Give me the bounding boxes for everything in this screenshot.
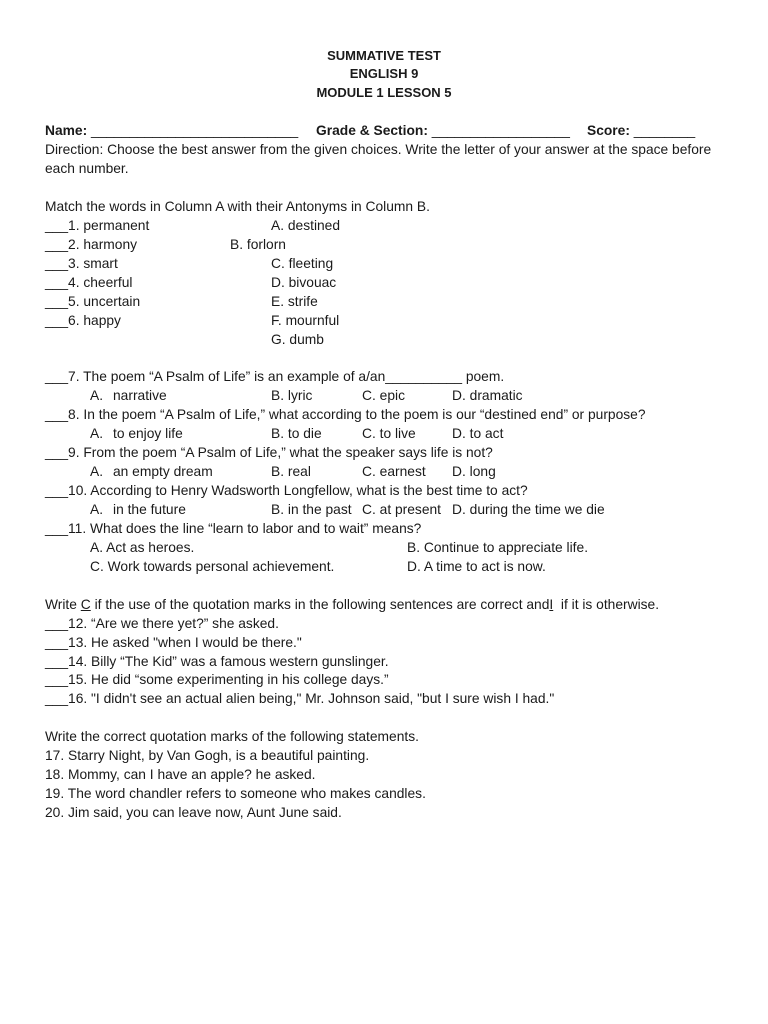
choice [271, 425, 322, 444]
test-subject: ENGLISH 9 [349, 66, 419, 82]
choice [407, 558, 546, 577]
column-b-item: G. dumb [271, 331, 324, 347]
question-line [0, 804, 768, 823]
choice [271, 387, 312, 406]
document-body [0, 47, 768, 823]
choice-label: D. [452, 426, 466, 442]
question-line [0, 482, 768, 501]
choice-label: B. [271, 502, 285, 517]
instruction-text: if it is otherwise. [553, 596, 660, 612]
question-text: 20. Jim said, you can leave now, Aunt June said. [45, 805, 342, 820]
choice-label: C. [362, 464, 376, 480]
choice-label: B. [271, 464, 285, 480]
matching-row [0, 293, 768, 312]
column-a-item: ___2. harmony [45, 236, 138, 252]
question-text: 17. Starry Night, by Van Gogh, is a beautiful painting. [45, 748, 370, 764]
choice-label: C. [362, 388, 376, 404]
question-line [0, 444, 768, 463]
direction-text: each number. [45, 161, 129, 177]
column-a-item: ___3. smart [45, 255, 118, 271]
choice-label: B. [271, 388, 285, 404]
spacer [0, 709, 768, 728]
choice-text: to live [379, 426, 416, 442]
choice-text: lyric [287, 388, 313, 404]
choice [362, 425, 416, 444]
subject-line [0, 65, 768, 84]
choice [452, 425, 503, 444]
choice-text: in the past [287, 502, 352, 517]
choice-label: C. [362, 426, 376, 442]
choice-text: at present [379, 502, 442, 517]
name-blank: ___________________________ [91, 123, 299, 139]
grade-section-field [316, 122, 570, 141]
column-b-item: F. mournful [271, 312, 340, 328]
correct-mark: C [80, 596, 91, 612]
choice [452, 387, 523, 406]
choice-label: A. [90, 502, 104, 517]
instruction-text: if the use of the quotation marks in the following sentences are correct and [90, 596, 550, 612]
choice-label: C. [90, 558, 104, 574]
choice-text: narrative [113, 388, 167, 404]
choice-text: Act as heroes. [106, 539, 195, 555]
column-a-item: ___6. happy [45, 312, 121, 328]
matching-row [0, 255, 768, 274]
matching-row [0, 274, 768, 293]
quotation-check-instruction [45, 596, 659, 615]
choice-label: C. [362, 502, 376, 517]
column-b-item: E. strife [271, 293, 318, 309]
choice-label: B. [271, 426, 285, 442]
choice-text: dramatic [469, 388, 523, 404]
choice-text: to enjoy life [113, 426, 183, 442]
question-text: ___9. From the poem “A Psalm of Life,” what the speaker says life is not? [45, 445, 493, 461]
column-a-item: ___5. uncertain [45, 293, 141, 309]
question-text: ___15. He did “some experimenting in his college days.” [45, 672, 389, 688]
choice-text: in the future [113, 502, 186, 517]
choices-row [0, 539, 768, 558]
grade-section-blank: __________________ [431, 123, 570, 139]
score-field [587, 122, 695, 141]
score-blank: ________ [633, 123, 696, 139]
choice-text: real [287, 464, 311, 480]
choice [90, 558, 334, 577]
column-b-item: C. fleeting [271, 255, 334, 271]
column-a-item: ___1. permanent [45, 217, 150, 233]
name-label: Name: [45, 123, 88, 139]
question-line [0, 690, 768, 709]
matching-row [0, 217, 768, 236]
spacer [0, 577, 768, 596]
question-line [0, 653, 768, 672]
test-title: SUMMATIVE TEST [327, 47, 441, 63]
direction-text: Direction: Choose the best answer from the given choices. Write the letter of your answer at the space before [45, 142, 712, 158]
choices-row [0, 558, 768, 577]
spacer [0, 179, 768, 198]
choices-row [0, 501, 768, 520]
column-b-item: B. forlorn [230, 236, 286, 252]
choice [452, 463, 496, 482]
spacer [0, 350, 768, 369]
choice-label: A. [90, 426, 104, 442]
score-label: Score: [587, 123, 630, 139]
matching-row [0, 312, 768, 331]
question-line [0, 634, 768, 653]
choice [362, 501, 441, 520]
question-text: 19. The word chandler refers to someone who makes candles. [45, 786, 426, 802]
question-text: ___12. “Are we there yet?” she asked. [45, 615, 279, 631]
question-line [0, 520, 768, 539]
choice-label: D. [407, 558, 421, 574]
test-module: MODULE 1 LESSON 5 [316, 85, 452, 101]
matching-instruction: Match the words in Column A with their Antonyms in Column B. [45, 199, 430, 214]
choice [452, 501, 605, 520]
matching-row [0, 331, 768, 350]
question-line [0, 766, 768, 785]
column-a-item: ___4. cheerful [45, 274, 133, 290]
question-line [0, 615, 768, 634]
choice [362, 463, 426, 482]
title-line [0, 47, 768, 66]
grade-section-label: Grade & Section: [316, 123, 428, 139]
module-line [0, 84, 768, 103]
question-text: ___16. "I didn't see an actual alien being," Mr. Johnson said, "but I sure wish I had." [45, 691, 555, 707]
choice-label: D. [452, 464, 466, 480]
choices-row [0, 463, 768, 482]
choice-text: epic [379, 388, 405, 404]
question-text: ___11. What does the line “learn to labor and to wait” means? [45, 520, 422, 536]
choice [90, 539, 194, 558]
choice-text: to act [469, 426, 504, 442]
question-text: ___7. The poem “A Psalm of Life” is an example of a/an__________ poem. [45, 369, 505, 385]
matching-row [0, 236, 768, 255]
choice-label: A. [90, 539, 104, 555]
matching-instruction-line [0, 198, 768, 217]
student-info-row [0, 122, 768, 141]
choice [362, 387, 405, 406]
quotation-write-instruction-line [0, 728, 768, 747]
choice-text: Continue to appreciate life. [423, 539, 589, 555]
choice-text: long [469, 464, 496, 480]
choices-row [0, 387, 768, 406]
question-line [0, 406, 768, 425]
column-b-item: A. destined [271, 217, 341, 233]
question-line [0, 785, 768, 804]
choice-text: an empty dream [113, 464, 213, 480]
instruction-text: Write [45, 596, 81, 612]
spacer [0, 103, 768, 122]
choice-text: to die [287, 426, 322, 442]
question-text: ___13. He asked "when I would be there." [45, 634, 302, 650]
incorrect-mark: I [549, 596, 554, 612]
choice-label: D. [452, 502, 466, 517]
choices-row [0, 425, 768, 444]
choice-label: A. [90, 388, 104, 404]
choice-label: A. [90, 464, 104, 480]
quotation-check-instruction-line [0, 596, 768, 615]
question-text: ___10. According to Henry Wadsworth Longfellow, what is the best time to act? [45, 483, 528, 499]
question-text: ___8. In the poem “A Psalm of Life,” what according to the poem is our “destined end” or purpose? [45, 407, 646, 423]
name-field [45, 122, 298, 141]
question-line [0, 368, 768, 387]
choice-label: B. [407, 539, 421, 555]
choice [271, 463, 311, 482]
question-text: 18. Mommy, can I have an apple? he asked. [45, 767, 316, 783]
choice-text: earnest [379, 464, 426, 480]
choice [407, 539, 588, 558]
choice-label: D. [452, 388, 466, 404]
choice-text: Work towards personal achievement. [107, 558, 335, 574]
question-line [0, 747, 768, 766]
direction-line [0, 141, 768, 160]
question-line [0, 671, 768, 690]
choice-text: during the time we die [469, 502, 605, 517]
quotation-write-instruction: Write the correct quotation marks of the following statements. [45, 729, 419, 745]
direction-line [0, 160, 768, 179]
question-text: ___14. Billy “The Kid” was a famous western gunslinger. [45, 653, 389, 669]
choice [271, 501, 352, 520]
choice-text: A time to act is now. [423, 558, 546, 574]
column-b-item: D. bivouac [271, 274, 337, 290]
